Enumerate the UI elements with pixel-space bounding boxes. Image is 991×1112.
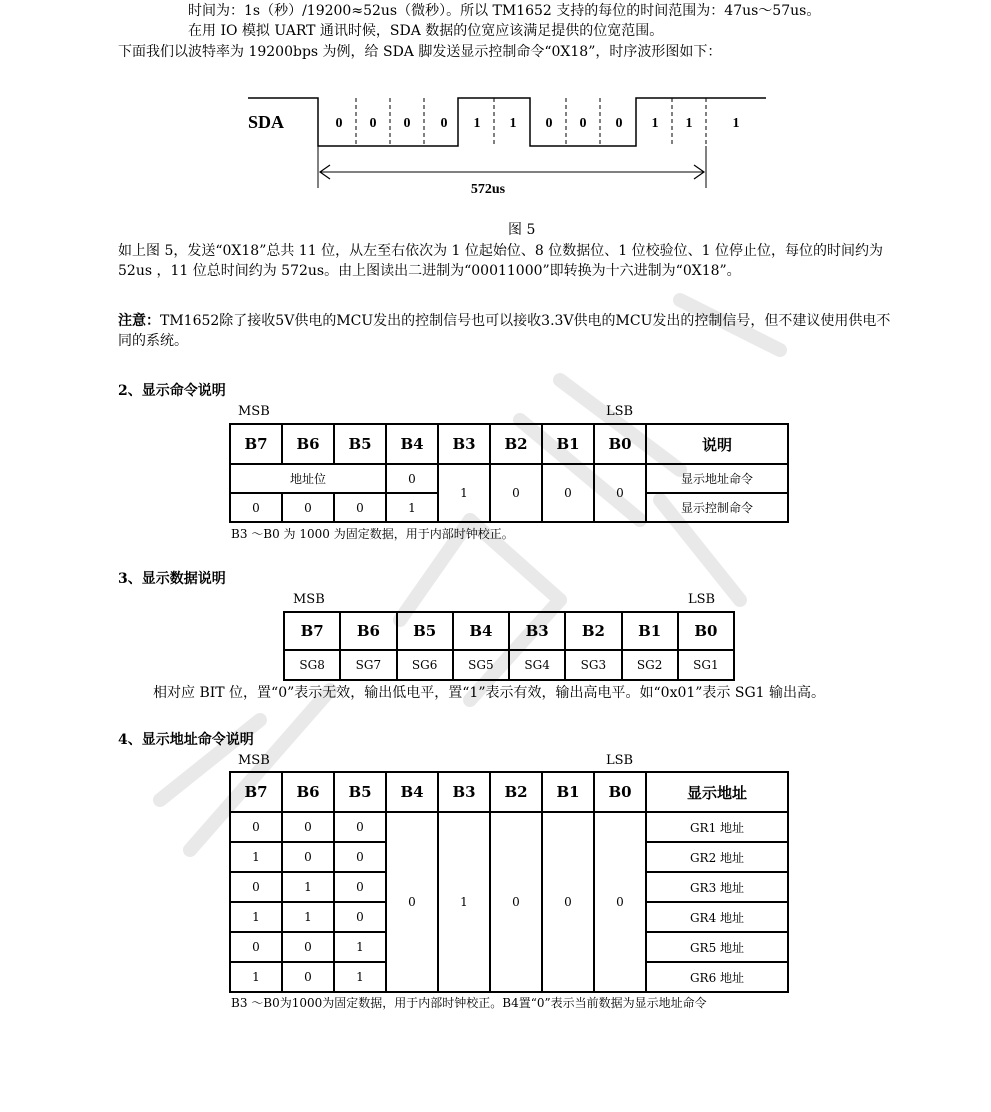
table-cell: 0	[230, 932, 282, 962]
table-cell: 0	[282, 812, 334, 842]
segment-cell: SG6	[397, 650, 453, 680]
bit-label: 0	[615, 116, 623, 131]
desc-cell: 显示控制命令	[646, 493, 788, 522]
header-b6: B6	[282, 424, 334, 464]
header-b0: B0	[594, 424, 646, 464]
header-b5: B5	[334, 772, 386, 812]
msb-label: MSB	[238, 404, 270, 419]
table-cell: 0	[490, 812, 542, 992]
section-4-note: B3 ～B0为1000为固定数据，用于内部时钟校正。B4置“0”表示当前数据为显示地址命令	[231, 996, 707, 1010]
table-cell: 1	[334, 932, 386, 962]
header-b1: B1	[542, 772, 594, 812]
header-b7: B7	[230, 424, 282, 464]
table-cell: 0	[594, 812, 646, 992]
bit-label: 0	[335, 116, 343, 131]
address-cell: GR1 地址	[646, 812, 788, 842]
table-cell: 0	[282, 932, 334, 962]
address-cell: GR6 地址	[646, 962, 788, 992]
table-cell: 0	[386, 812, 438, 992]
table-cell: 1	[386, 493, 438, 522]
bit-label: 0	[440, 116, 448, 131]
table-cell: 1	[230, 962, 282, 992]
table-cell: 0	[386, 464, 438, 493]
table-cell: 1	[230, 902, 282, 932]
table-cell: 0	[282, 493, 334, 522]
bit-label: 0	[579, 116, 587, 131]
segment-cell: SG1	[678, 650, 734, 680]
header-b5: B5	[397, 612, 453, 650]
intro-line-1: 时间为：1s（秒）/19200≈52us（微秒）。所以 TM1652 支持的每位的时间范围为：47us～57us。	[188, 3, 821, 19]
table-cell: 0	[230, 493, 282, 522]
table-cell: 0	[594, 464, 646, 522]
header-b7: B7	[230, 772, 282, 812]
desc-cell: 显示地址命令	[646, 464, 788, 493]
header-address: 显示地址	[646, 772, 788, 812]
section-2-title: 2、显示命令说明	[118, 383, 226, 399]
section-3-title: 3、显示数据说明	[118, 571, 226, 587]
duration-label: 572us	[470, 182, 506, 197]
table-cell: 0	[282, 962, 334, 992]
intro-line-3: 下面我们以波特率为 19200bps 为例，给 SDA 脚发送显示控制命令“0X18”，时序波形图如下：	[118, 44, 722, 60]
table-cell: 0	[230, 872, 282, 902]
table-cell: 1	[282, 872, 334, 902]
sda-label: SDA	[248, 112, 285, 132]
table-cell: 0	[334, 812, 386, 842]
lsb-label: LSB	[688, 592, 716, 607]
header-b5: B5	[334, 424, 386, 464]
address-cell: GR4 地址	[646, 902, 788, 932]
header-b6: B6	[340, 612, 396, 650]
header-b3: B3	[438, 772, 490, 812]
address-cell: GR5 地址	[646, 932, 788, 962]
sda-waveform	[0, 0, 991, 240]
bit-label: 1	[473, 116, 481, 131]
segment-cell: SG8	[284, 650, 340, 680]
table-cell: 1	[230, 842, 282, 872]
header-b2: B2	[565, 612, 621, 650]
table-cell: 0	[334, 842, 386, 872]
intro-line-2: 在用 IO 模拟 UART 通讯时候，SDA 数据的位宽应该满足提供的位宽范围。	[188, 23, 664, 39]
segment-cell: SG3	[565, 650, 621, 680]
header-b3: B3	[438, 424, 490, 464]
header-b7: B7	[284, 612, 340, 650]
segment-cell: SG7	[340, 650, 396, 680]
table-cell: 0	[542, 812, 594, 992]
msb-label: MSB	[293, 592, 325, 607]
table-cell: 0	[334, 493, 386, 522]
lsb-label: LSB	[606, 404, 634, 419]
bit-label: 1	[651, 116, 659, 131]
lsb-label: LSB	[606, 753, 634, 768]
display-command-table	[229, 423, 789, 523]
note-label: 注意：	[118, 313, 160, 329]
address-bits-cell: 地址位	[230, 464, 386, 493]
note-text: TM1652除了接收5V供电的MCU发出的控制信号也可以接收3.3V供电的MCU发出的控制信号，但不建议使用供电不同的系统。	[118, 313, 891, 349]
header-b3: B3	[509, 612, 565, 650]
header-b1: B1	[622, 612, 678, 650]
bit-label: 0	[369, 116, 377, 131]
bit-label: 1	[685, 116, 693, 131]
table-cell: 1	[438, 464, 490, 522]
header-b4: B4	[386, 424, 438, 464]
table-cell: 0	[230, 812, 282, 842]
table-cell: 1	[334, 962, 386, 992]
table-cell: 1	[438, 812, 490, 992]
figure-caption: 图 5	[508, 222, 536, 238]
section-3-note: 相对应 BIT 位，置“0”表示无效，输出低电平，置“1”表示有效，输出高电平。如“0x01”表示 SG1 输出高。	[153, 685, 826, 701]
bit-label: 0	[545, 116, 553, 131]
address-cell: GR2 地址	[646, 842, 788, 872]
bit-label: 0	[403, 116, 411, 131]
header-desc: 说明	[646, 424, 788, 464]
table-cell: 0	[490, 464, 542, 522]
note-paragraph	[118, 312, 898, 351]
display-data-table	[283, 611, 735, 681]
msb-label: MSB	[238, 753, 270, 768]
table-cell: 0	[282, 842, 334, 872]
header-b2: B2	[490, 424, 542, 464]
display-address-table	[229, 771, 789, 993]
header-b2: B2	[490, 772, 542, 812]
segment-cell: SG4	[509, 650, 565, 680]
segment-cell: SG5	[453, 650, 509, 680]
header-b1: B1	[542, 424, 594, 464]
table-cell: 0	[542, 464, 594, 522]
section-4-title: 4、显示地址命令说明	[118, 732, 254, 748]
bit-label: 1	[509, 116, 517, 131]
section-2-note: B3 ～B0 为 1000 为固定数据，用于内部时钟校正。	[231, 527, 514, 541]
header-b4: B4	[453, 612, 509, 650]
header-b0: B0	[678, 612, 734, 650]
table-cell: 0	[334, 902, 386, 932]
address-cell: GR3 地址	[646, 872, 788, 902]
segment-cell: SG2	[622, 650, 678, 680]
table-cell: 0	[334, 872, 386, 902]
table-cell: 1	[282, 902, 334, 932]
header-b0: B0	[594, 772, 646, 812]
bit-label: 1	[732, 116, 740, 131]
header-b4: B4	[386, 772, 438, 812]
explain-paragraph: 如上图 5，发送“0X18”总共 11 位，从左至右依次为 1 位起始位、8 位数据位、1 位校验位、1 位停止位，每位的时间约为 52us ，11 位总时间约为 572us。由上图读出二进制为“00011000”即转换为十六进制为“0X18”。	[118, 243, 883, 279]
header-b6: B6	[282, 772, 334, 812]
